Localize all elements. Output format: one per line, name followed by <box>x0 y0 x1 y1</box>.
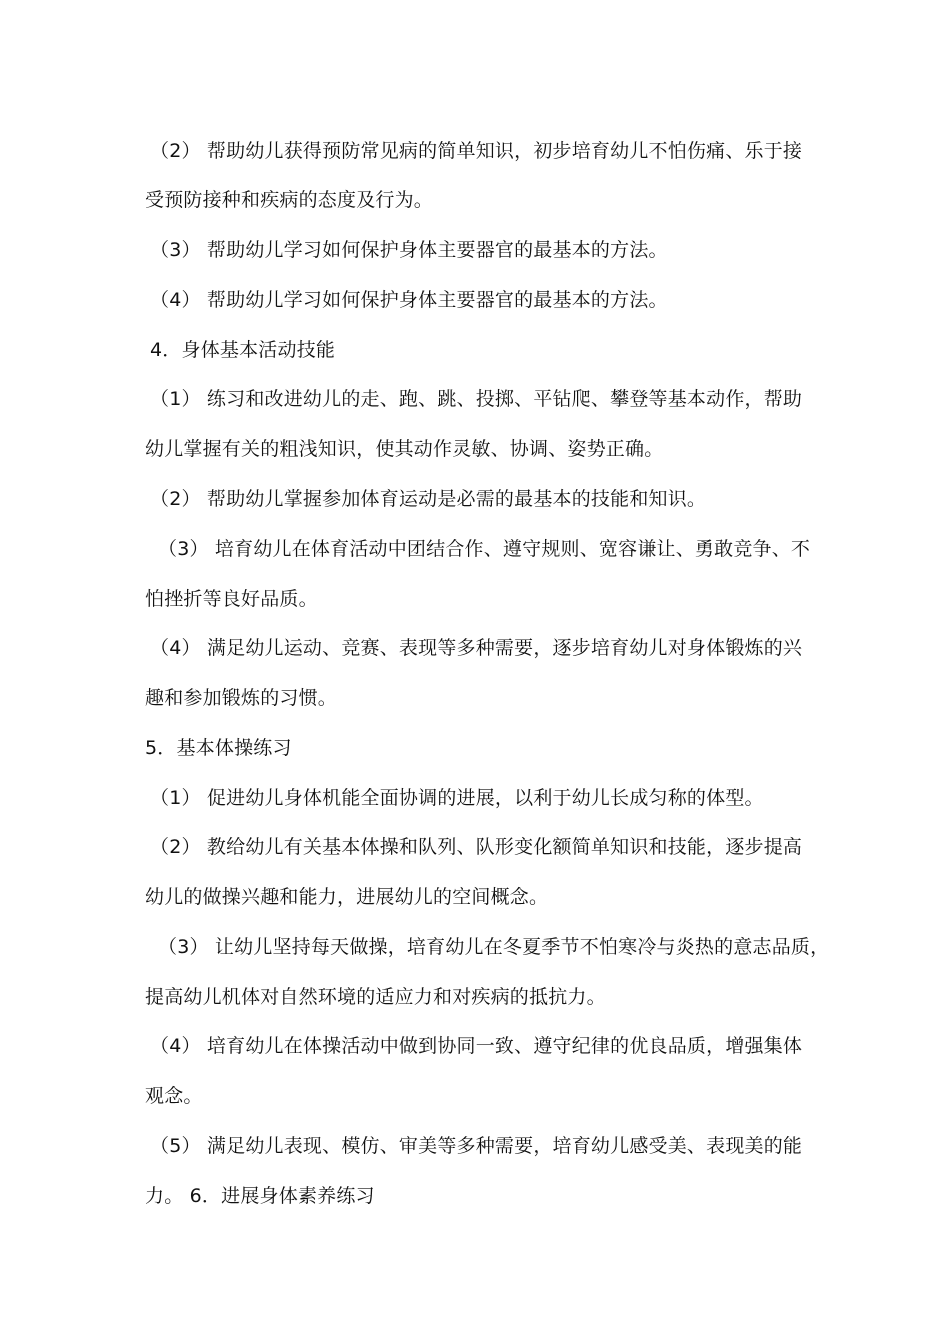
paragraph-line: 怕挫折等良好品质。 <box>145 588 318 610</box>
paragraph-line: 力。 6．进展身体素养练习 <box>145 1185 375 1207</box>
section-heading: 5．基本体操练习 <box>145 737 292 759</box>
paragraph-line: （2） 帮助幼儿掌握参加体育运动是必需的最基本的技能和知识。 <box>150 488 707 510</box>
section-heading: 4．身体基本活动技能 <box>150 339 336 361</box>
paragraph-line: （2） 教给幼儿有关基本体操和队列、队形变化额简单知识和技能，逐步提高 <box>150 836 803 858</box>
paragraph-line: （4） 满足幼儿运动、竞赛、表现等多种需要，逐步培育幼儿对身体锻炼的兴 <box>150 637 803 659</box>
paragraph-line: 受预防接种和疾病的态度及行为。 <box>145 189 434 211</box>
paragraph-line: 提高幼儿机体对自然环境的适应力和对疾病的抵抗力。 <box>145 986 606 1008</box>
paragraph-line: （3） 帮助幼儿学习如何保护身体主要器官的最基本的方法。 <box>150 239 668 261</box>
paragraph-line: （2） 帮助幼儿获得预防常见病的简单知识，初步培育幼儿不怕伤痛、乐于接 <box>150 140 803 162</box>
paragraph-line: （3） 让幼儿坚持每天做操，培育幼儿在冬夏季节不怕寒冷与炎热的意志品质， <box>158 936 830 958</box>
paragraph-line: 幼儿的做操兴趣和能力，进展幼儿的空间概念。 <box>145 886 549 908</box>
paragraph-line: （4） 帮助幼儿学习如何保护身体主要器官的最基本的方法。 <box>150 289 668 311</box>
paragraph-line: （3） 培育幼儿在体育活动中团结合作、遵守规则、宽容谦让、勇敢竞争、不 <box>158 538 811 560</box>
paragraph-line: （5） 满足幼儿表现、模仿、审美等多种需要，培育幼儿感受美、表现美的能 <box>150 1135 803 1157</box>
paragraph-line: 观念。 <box>145 1085 203 1107</box>
paragraph-line: （4） 培育幼儿在体操活动中做到协同一致、遵守纪律的优良品质，增强集体 <box>150 1035 803 1057</box>
paragraph-line: 幼儿掌握有关的粗浅知识，使其动作灵敏、协调、姿势正确。 <box>145 438 664 460</box>
paragraph-line: 趣和参加锻炼的习惯。 <box>145 687 338 709</box>
paragraph-line: （1） 练习和改进幼儿的走、跑、跳、投掷、平钻爬、攀登等基本动作，帮助 <box>150 388 803 410</box>
paragraph-line: （1） 促进幼儿身体机能全面协调的进展，以利于幼儿长成匀称的体型。 <box>150 787 764 809</box>
